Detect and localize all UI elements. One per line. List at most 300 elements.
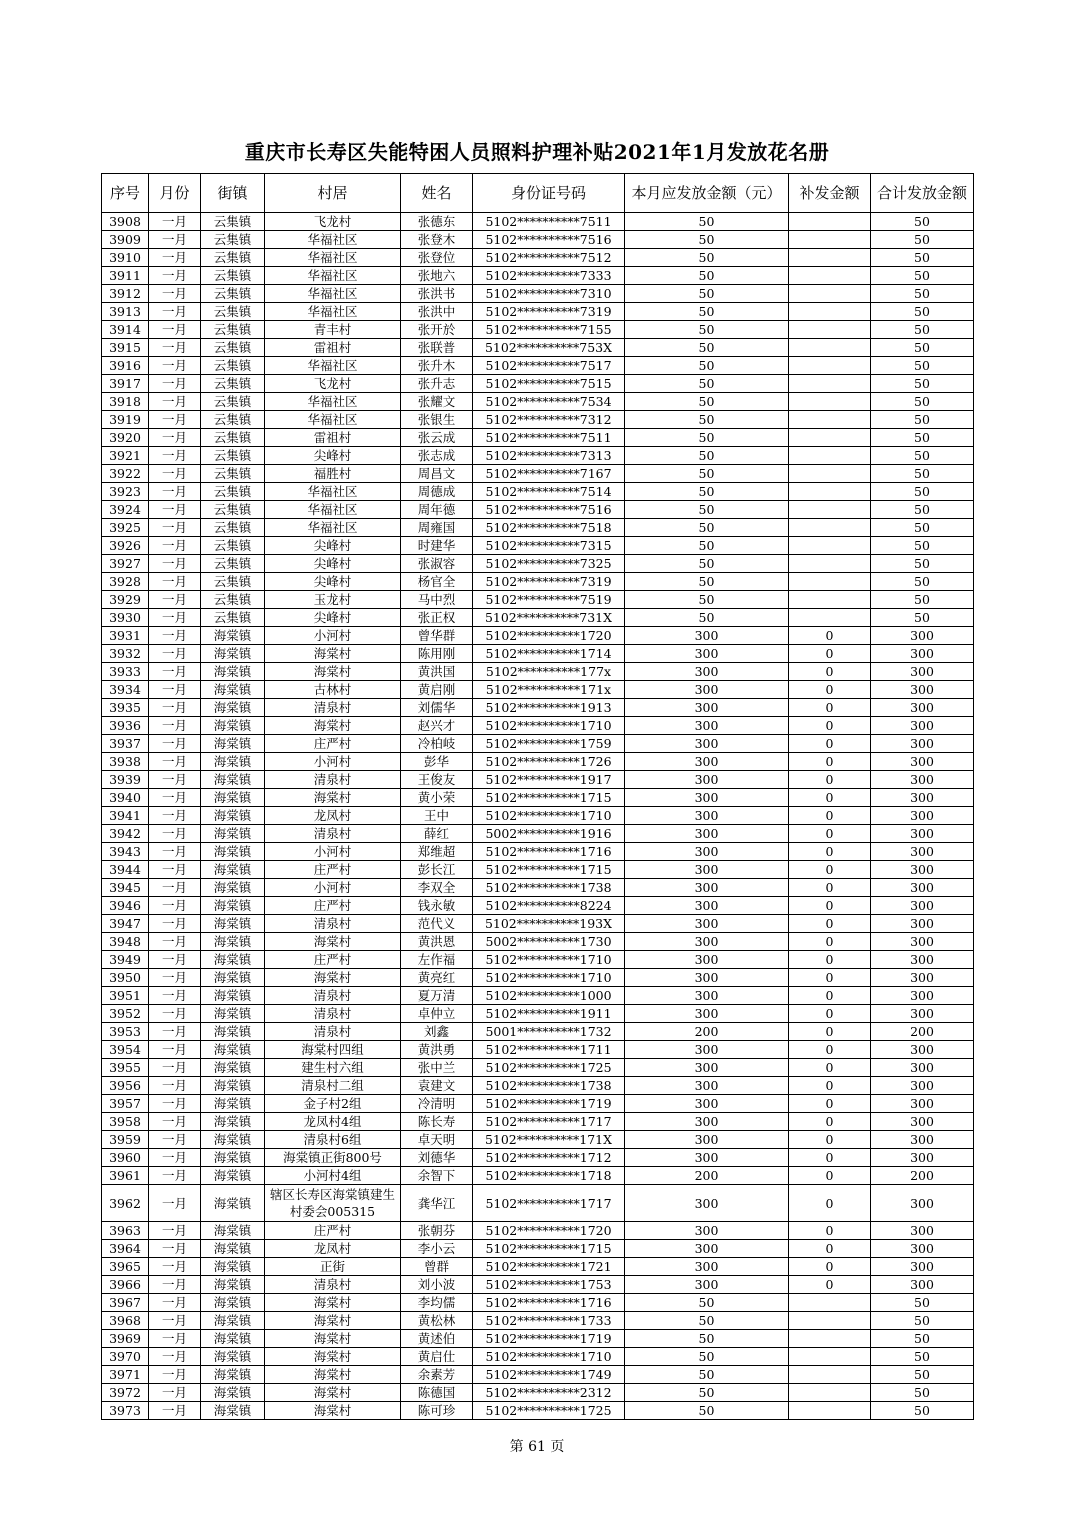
- cell-town: 云集镇: [201, 321, 265, 339]
- cell-amount-due: 300: [625, 1149, 789, 1167]
- cell-seq: 3915: [102, 339, 149, 357]
- cell-village: 小河村: [265, 843, 401, 861]
- cell-back-pay: 0: [789, 1222, 871, 1240]
- cell-seq: 3925: [102, 519, 149, 537]
- col-header-amount-due: 本月应发放金额（元）: [625, 174, 789, 213]
- cell-id-number: 5102**********1726: [473, 753, 625, 771]
- cell-seq: 3930: [102, 609, 149, 627]
- cell-seq: 3972: [102, 1384, 149, 1402]
- cell-total: 50: [871, 375, 974, 393]
- cell-village: 海棠村: [265, 663, 401, 681]
- cell-village: 龙凤村4组: [265, 1113, 401, 1131]
- cell-id-number: 5102**********7155: [473, 321, 625, 339]
- cell-id-number: 5102**********7511: [473, 213, 625, 231]
- cell-town: 海棠镇: [201, 645, 265, 663]
- cell-back-pay: [789, 249, 871, 267]
- cell-seq: 3928: [102, 573, 149, 591]
- table-row: [102, 1149, 974, 1167]
- col-header-town: 街镇: [201, 174, 265, 213]
- cell-total: 300: [871, 1131, 974, 1149]
- cell-total: 50: [871, 555, 974, 573]
- cell-total: 50: [871, 393, 974, 411]
- cell-back-pay: 0: [789, 969, 871, 987]
- cell-total: 50: [871, 339, 974, 357]
- cell-month: 一月: [149, 1023, 201, 1041]
- cell-month: 一月: [149, 987, 201, 1005]
- table-row: [102, 1005, 974, 1023]
- table-row: [102, 627, 974, 645]
- cell-total: 300: [871, 1240, 974, 1258]
- cell-amount-due: 300: [625, 1258, 789, 1276]
- cell-total: 50: [871, 1366, 974, 1384]
- cell-amount-due: 300: [625, 735, 789, 753]
- cell-name: 彭长江: [401, 861, 473, 879]
- cell-name: 余素芳: [401, 1366, 473, 1384]
- cell-village: 清泉村: [265, 825, 401, 843]
- cell-name: 王俊友: [401, 771, 473, 789]
- cell-name: 张淑容: [401, 555, 473, 573]
- cell-total: 300: [871, 627, 974, 645]
- cell-id-number: 5102**********2312: [473, 1384, 625, 1402]
- cell-name: 黄洪恩: [401, 933, 473, 951]
- table-row: [102, 1348, 974, 1366]
- cell-town: 海棠镇: [201, 1167, 265, 1185]
- cell-month: 一月: [149, 1348, 201, 1366]
- cell-id-number: 5102**********193X: [473, 915, 625, 933]
- cell-town: 云集镇: [201, 267, 265, 285]
- cell-seq: 3966: [102, 1276, 149, 1294]
- cell-town: 海棠镇: [201, 1402, 265, 1420]
- cell-name: 黄启仕: [401, 1348, 473, 1366]
- cell-month: 一月: [149, 321, 201, 339]
- cell-name: 龚华江: [401, 1185, 473, 1222]
- cell-id-number: 5102**********1913: [473, 699, 625, 717]
- cell-id-number: 5102**********7516: [473, 501, 625, 519]
- cell-month: 一月: [149, 1330, 201, 1348]
- cell-seq: 3921: [102, 447, 149, 465]
- cell-total: 300: [871, 753, 974, 771]
- cell-name: 黄洪国: [401, 663, 473, 681]
- table-row: [102, 1023, 974, 1041]
- cell-amount-due: 50: [625, 1384, 789, 1402]
- cell-name: 陈用刚: [401, 645, 473, 663]
- cell-total: 300: [871, 897, 974, 915]
- cell-town: 海棠镇: [201, 1330, 265, 1348]
- cell-town: 海棠镇: [201, 1023, 265, 1041]
- cell-amount-due: 50: [625, 519, 789, 537]
- cell-back-pay: 0: [789, 1041, 871, 1059]
- cell-back-pay: 0: [789, 753, 871, 771]
- cell-id-number: 5102**********1917: [473, 771, 625, 789]
- cell-month: 一月: [149, 1258, 201, 1276]
- cell-month: 一月: [149, 1185, 201, 1222]
- cell-seq: 3953: [102, 1023, 149, 1041]
- cell-village: 清泉村: [265, 1005, 401, 1023]
- cell-seq: 3944: [102, 861, 149, 879]
- cell-village: 海棠村: [265, 1330, 401, 1348]
- cell-name: 黄亮红: [401, 969, 473, 987]
- cell-name: 夏万清: [401, 987, 473, 1005]
- cell-month: 一月: [149, 465, 201, 483]
- cell-amount-due: 300: [625, 1222, 789, 1240]
- cell-seq: 3908: [102, 213, 149, 231]
- cell-month: 一月: [149, 429, 201, 447]
- cell-name: 周年德: [401, 501, 473, 519]
- cell-back-pay: [789, 609, 871, 627]
- cell-back-pay: 0: [789, 627, 871, 645]
- table-row: [102, 411, 974, 429]
- cell-amount-due: 300: [625, 1240, 789, 1258]
- cell-village: 清泉村: [265, 1276, 401, 1294]
- cell-town: 海棠镇: [201, 969, 265, 987]
- cell-town: 海棠镇: [201, 735, 265, 753]
- cell-town: 海棠镇: [201, 1095, 265, 1113]
- cell-id-number: 5102**********177x: [473, 663, 625, 681]
- cell-back-pay: 0: [789, 1113, 871, 1131]
- table-row: [102, 1077, 974, 1095]
- cell-total: 50: [871, 447, 974, 465]
- cell-back-pay: 0: [789, 645, 871, 663]
- cell-total: 50: [871, 1330, 974, 1348]
- table-row: [102, 969, 974, 987]
- cell-seq: 3924: [102, 501, 149, 519]
- cell-town: 海棠镇: [201, 663, 265, 681]
- cell-month: 一月: [149, 1312, 201, 1330]
- cell-id-number: 5102**********171x: [473, 681, 625, 699]
- cell-name: 薛红: [401, 825, 473, 843]
- cell-amount-due: 300: [625, 1077, 789, 1095]
- cell-village: 华福社区: [265, 285, 401, 303]
- table-row: [102, 1276, 974, 1294]
- cell-amount-due: 50: [625, 1402, 789, 1420]
- cell-id-number: 5102**********1911: [473, 1005, 625, 1023]
- cell-seq: 3969: [102, 1330, 149, 1348]
- table-row: [102, 681, 974, 699]
- cell-back-pay: [789, 411, 871, 429]
- cell-month: 一月: [149, 1294, 201, 1312]
- table-row: [102, 213, 974, 231]
- cell-id-number: 5102**********753X: [473, 339, 625, 357]
- cell-total: 200: [871, 1023, 974, 1041]
- cell-month: 一月: [149, 231, 201, 249]
- table-row: [102, 519, 974, 537]
- cell-village: 华福社区: [265, 357, 401, 375]
- cell-back-pay: [789, 285, 871, 303]
- cell-total: 50: [871, 1402, 974, 1420]
- cell-village: 飞龙村: [265, 213, 401, 231]
- cell-village: 尖峰村: [265, 609, 401, 627]
- cell-id-number: 5102**********1720: [473, 627, 625, 645]
- cell-seq: 3939: [102, 771, 149, 789]
- cell-month: 一月: [149, 1059, 201, 1077]
- cell-month: 一月: [149, 1131, 201, 1149]
- cell-id-number: 5102**********1717: [473, 1185, 625, 1222]
- cell-name: 李双全: [401, 879, 473, 897]
- cell-town: 海棠镇: [201, 771, 265, 789]
- cell-total: 300: [871, 699, 974, 717]
- table-row: [102, 609, 974, 627]
- cell-id-number: 5102**********1738: [473, 1077, 625, 1095]
- cell-month: 一月: [149, 627, 201, 645]
- cell-amount-due: 300: [625, 771, 789, 789]
- cell-total: 50: [871, 591, 974, 609]
- cell-total: 300: [871, 1222, 974, 1240]
- cell-town: 海棠镇: [201, 681, 265, 699]
- cell-id-number: 5102**********1725: [473, 1402, 625, 1420]
- cell-back-pay: 0: [789, 717, 871, 735]
- cell-month: 一月: [149, 1222, 201, 1240]
- cell-amount-due: 300: [625, 969, 789, 987]
- cell-id-number: 5102**********7319: [473, 573, 625, 591]
- cell-village: 建生村六组: [265, 1059, 401, 1077]
- cell-total: 300: [871, 861, 974, 879]
- cell-town: 海棠镇: [201, 753, 265, 771]
- cell-village: 海棠村: [265, 1312, 401, 1330]
- table-row: [102, 285, 974, 303]
- cell-total: 50: [871, 231, 974, 249]
- cell-seq: 3934: [102, 681, 149, 699]
- cell-town: 海棠镇: [201, 1276, 265, 1294]
- cell-month: 一月: [149, 447, 201, 465]
- cell-seq: 3916: [102, 357, 149, 375]
- cell-town: 云集镇: [201, 483, 265, 501]
- cell-village: 清泉村: [265, 915, 401, 933]
- cell-total: 50: [871, 537, 974, 555]
- table-row: [102, 447, 974, 465]
- cell-back-pay: 0: [789, 735, 871, 753]
- cell-amount-due: 200: [625, 1023, 789, 1041]
- cell-amount-due: 300: [625, 987, 789, 1005]
- cell-town: 云集镇: [201, 537, 265, 555]
- cell-name: 曾华群: [401, 627, 473, 645]
- cell-back-pay: 0: [789, 1149, 871, 1167]
- cell-month: 一月: [149, 807, 201, 825]
- cell-total: 50: [871, 1384, 974, 1402]
- cell-amount-due: 50: [625, 267, 789, 285]
- cell-town: 云集镇: [201, 501, 265, 519]
- cell-seq: 3926: [102, 537, 149, 555]
- cell-village: 海棠村: [265, 789, 401, 807]
- table-row: [102, 537, 974, 555]
- cell-village: 清泉村: [265, 699, 401, 717]
- cell-name: 时建华: [401, 537, 473, 555]
- cell-town: 海棠镇: [201, 861, 265, 879]
- cell-seq: 3942: [102, 825, 149, 843]
- cell-name: 卓仲立: [401, 1005, 473, 1023]
- cell-back-pay: 0: [789, 663, 871, 681]
- cell-amount-due: 50: [625, 591, 789, 609]
- cell-seq: 3948: [102, 933, 149, 951]
- cell-village: 小河村: [265, 879, 401, 897]
- cell-town: 云集镇: [201, 357, 265, 375]
- table-row: [102, 807, 974, 825]
- cell-name: 曾群: [401, 1258, 473, 1276]
- col-header-name: 姓名: [401, 174, 473, 213]
- table-row: [102, 897, 974, 915]
- cell-name: 刘德华: [401, 1149, 473, 1167]
- cell-town: 海棠镇: [201, 1077, 265, 1095]
- cell-amount-due: 50: [625, 537, 789, 555]
- cell-town: 海棠镇: [201, 789, 265, 807]
- cell-seq: 3911: [102, 267, 149, 285]
- table-row: [102, 1366, 974, 1384]
- cell-total: 50: [871, 357, 974, 375]
- cell-name: 张耀文: [401, 393, 473, 411]
- cell-town: 云集镇: [201, 393, 265, 411]
- table-row: [102, 861, 974, 879]
- cell-id-number: 5102**********7517: [473, 357, 625, 375]
- cell-seq: 3913: [102, 303, 149, 321]
- cell-id-number: 5102**********7333: [473, 267, 625, 285]
- table-row: [102, 663, 974, 681]
- cell-amount-due: 50: [625, 465, 789, 483]
- cell-back-pay: [789, 483, 871, 501]
- cell-village: 飞龙村: [265, 375, 401, 393]
- cell-seq: 3932: [102, 645, 149, 663]
- table-row: [102, 1095, 974, 1113]
- cell-village: 辖区长寿区海棠镇建生村委会005315: [265, 1185, 401, 1222]
- cell-id-number: 5102**********1710: [473, 951, 625, 969]
- cell-town: 海棠镇: [201, 987, 265, 1005]
- cell-name: 杨官全: [401, 573, 473, 591]
- cell-village: 尖峰村: [265, 555, 401, 573]
- cell-village: 华福社区: [265, 249, 401, 267]
- cell-total: 300: [871, 825, 974, 843]
- cell-village: 海棠村: [265, 645, 401, 663]
- table-row: [102, 1131, 974, 1149]
- cell-id-number: 5102**********7511: [473, 429, 625, 447]
- cell-town: 海棠镇: [201, 699, 265, 717]
- cell-name: 张洪中: [401, 303, 473, 321]
- cell-amount-due: 300: [625, 879, 789, 897]
- cell-back-pay: [789, 357, 871, 375]
- cell-month: 一月: [149, 393, 201, 411]
- cell-name: 黄松林: [401, 1312, 473, 1330]
- cell-seq: 3946: [102, 897, 149, 915]
- cell-amount-due: 300: [625, 1041, 789, 1059]
- cell-total: 50: [871, 267, 974, 285]
- table-row: [102, 339, 974, 357]
- cell-month: 一月: [149, 645, 201, 663]
- cell-back-pay: 0: [789, 681, 871, 699]
- cell-back-pay: 0: [789, 699, 871, 717]
- cell-month: 一月: [149, 591, 201, 609]
- cell-id-number: 5102**********1718: [473, 1167, 625, 1185]
- cell-town: 云集镇: [201, 339, 265, 357]
- cell-id-number: 5102**********1710: [473, 969, 625, 987]
- table-row: [102, 771, 974, 789]
- cell-total: 300: [871, 1041, 974, 1059]
- cell-town: 云集镇: [201, 303, 265, 321]
- cell-amount-due: 50: [625, 429, 789, 447]
- cell-amount-due: 50: [625, 555, 789, 573]
- cell-village: 庄严村: [265, 735, 401, 753]
- table-row: [102, 1185, 974, 1222]
- cell-name: 黄述伯: [401, 1330, 473, 1348]
- cell-back-pay: 0: [789, 1258, 871, 1276]
- cell-village: 华福社区: [265, 519, 401, 537]
- cell-total: 50: [871, 465, 974, 483]
- col-header-village: 村居: [265, 174, 401, 213]
- cell-town: 云集镇: [201, 411, 265, 429]
- cell-total: 50: [871, 429, 974, 447]
- cell-total: 300: [871, 1185, 974, 1222]
- cell-village: 古林村: [265, 681, 401, 699]
- cell-seq: 3920: [102, 429, 149, 447]
- cell-month: 一月: [149, 411, 201, 429]
- cell-id-number: 5102**********1711: [473, 1041, 625, 1059]
- cell-id-number: 5102**********1717: [473, 1113, 625, 1131]
- cell-name: 范代义: [401, 915, 473, 933]
- cell-month: 一月: [149, 1276, 201, 1294]
- cell-id-number: 5102**********1715: [473, 861, 625, 879]
- cell-amount-due: 300: [625, 807, 789, 825]
- table-row: [102, 1059, 974, 1077]
- cell-seq: 3945: [102, 879, 149, 897]
- cell-amount-due: 50: [625, 339, 789, 357]
- cell-name: 张联普: [401, 339, 473, 357]
- table-row: [102, 1402, 974, 1420]
- table-row: [102, 591, 974, 609]
- cell-name: 张银生: [401, 411, 473, 429]
- cell-seq: 3954: [102, 1041, 149, 1059]
- cell-back-pay: [789, 213, 871, 231]
- cell-total: 300: [871, 681, 974, 699]
- cell-seq: 3940: [102, 789, 149, 807]
- cell-total: 50: [871, 411, 974, 429]
- cell-back-pay: 0: [789, 843, 871, 861]
- cell-amount-due: 50: [625, 411, 789, 429]
- cell-id-number: 5102**********1753: [473, 1276, 625, 1294]
- cell-total: 300: [871, 915, 974, 933]
- table-row: [102, 735, 974, 753]
- cell-month: 一月: [149, 1149, 201, 1167]
- cell-id-number: 5102**********7315: [473, 537, 625, 555]
- cell-month: 一月: [149, 357, 201, 375]
- cell-back-pay: [789, 303, 871, 321]
- cell-month: 一月: [149, 303, 201, 321]
- cell-month: 一月: [149, 951, 201, 969]
- cell-seq: 3971: [102, 1366, 149, 1384]
- table-row: [102, 249, 974, 267]
- cell-id-number: 5102**********1733: [473, 1312, 625, 1330]
- cell-amount-due: 300: [625, 717, 789, 735]
- cell-total: 300: [871, 843, 974, 861]
- cell-seq: 3947: [102, 915, 149, 933]
- cell-id-number: 5102**********1710: [473, 717, 625, 735]
- cell-id-number: 5102**********7512: [473, 249, 625, 267]
- cell-month: 一月: [149, 663, 201, 681]
- cell-id-number: 5102**********7515: [473, 375, 625, 393]
- cell-seq: 3938: [102, 753, 149, 771]
- cell-amount-due: 50: [625, 231, 789, 249]
- cell-month: 一月: [149, 1113, 201, 1131]
- cell-name: 刘儒华: [401, 699, 473, 717]
- cell-village: 金子村2组: [265, 1095, 401, 1113]
- cell-back-pay: [789, 339, 871, 357]
- cell-name: 黄洪勇: [401, 1041, 473, 1059]
- cell-town: 海棠镇: [201, 897, 265, 915]
- cell-back-pay: 0: [789, 1077, 871, 1095]
- cell-back-pay: 0: [789, 915, 871, 933]
- cell-month: 一月: [149, 519, 201, 537]
- cell-back-pay: [789, 1348, 871, 1366]
- cell-amount-due: 300: [625, 663, 789, 681]
- cell-total: 300: [871, 1005, 974, 1023]
- cell-name: 周雍国: [401, 519, 473, 537]
- cell-seq: 3929: [102, 591, 149, 609]
- cell-seq: 3912: [102, 285, 149, 303]
